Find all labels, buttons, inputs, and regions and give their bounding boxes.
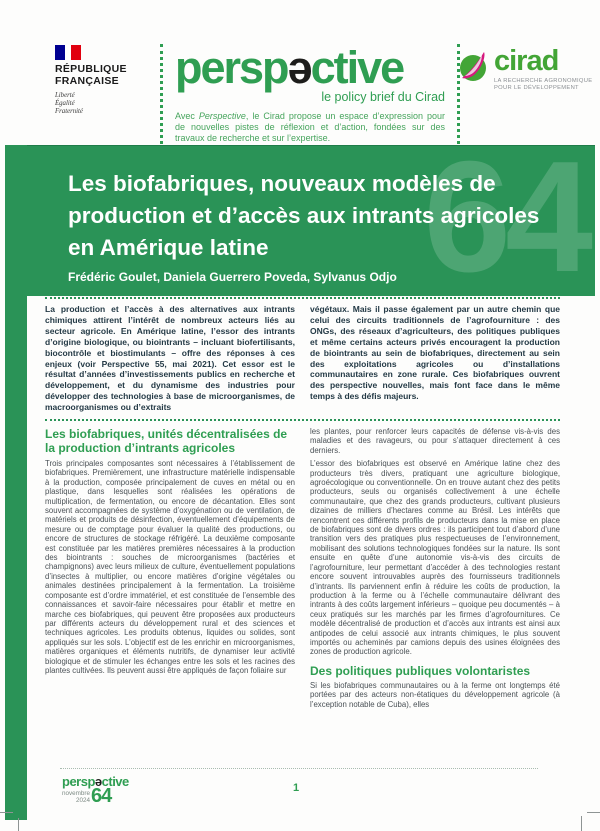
section-title-1: Les biofabriques, unités décentralisées de la production d’intrants agricoles [45, 427, 288, 455]
intro-chapeau [45, 297, 560, 421]
wordmark-pre: persp [175, 42, 288, 93]
authors-line: Frédéric Goulet, Daniela Guerrero Poveda, Sylvanus Odjo [68, 270, 397, 284]
body-paragraph: Si les biofabriques communautaires ou à la ferme ont longtemps été portées par des acteurs non-étatiques du développement agricole (à l’exception notable de Cuba), elles [310, 680, 560, 709]
tagline-italic: Perspective [198, 111, 246, 121]
footer-month: novembre [62, 790, 91, 797]
body-column-2 [310, 427, 560, 713]
tagline-pre: Avec [175, 111, 199, 121]
perspective-wordmark [175, 42, 445, 93]
crop-mark-bottom-left-h [0, 812, 13, 813]
rf-title-line2: FRANÇAISE [55, 74, 119, 87]
document-title [68, 168, 548, 264]
footer-brand-post: ctive [101, 774, 129, 789]
rf-motto-line2: Égalité [55, 100, 75, 107]
body-paragraph: Trois principales composantes sont nécessaires à l’établissement de biofabriques. Premièrement, une infrastructure matérielle indispensable à la production, composée principalement de cuves en métal ou en plastique, dans lesquelles sont réalisées les opérations de multiplication, de fermentation, ou encore de décantation. Elles sont souvent accompagnées de système d’oxygénation ou de ventilation, de matériels et produits de désinfection, éventuellement d’équipements de mesure ou de comptage pour évaluer la qualité des productions, ou encore de structures de stockage réfrigéré. La deuxième composante est constituée par les matières premières nécessaires à la production des biointrants : souches de microorganismes (bactéries et champignons) avec leurs milieux de culture, éventuellement populations d’insectes à multiplier, ou encore matières d’origine végétales ou animales destinées principalement à la fermentation. La troisième composante est d’ordre immatériel, et est constituée de l’ensemble des connaissances et savoir-faire nécessaires pour établir et mettre en marche ces biofabriques, qui peuvent être proposées aux producteurs par différents acteurs du développement rural et des sciences et techniques agricoles. Les produits obtenus, liquides ou solides, sont appliqués sur les sols. L’objectif est de les enrichir en microorganismes, matières organiques et éléments nutritifs, de dynamiser leur activité biologique et de stimuler les échanges entre les sols et les racines des plantes cultivées. Ils peuvent aussi être appliqués de façon foliaire sur [45, 459, 295, 675]
section-title-2: Des politiques publiques volontaristes [310, 663, 531, 678]
tagline-post: , le Cirad propose un espace d’expression pour de nouvelles pistes de réflexion et d’action, fondées sur des travaux de recherche et sur l’expertise. [175, 111, 445, 143]
footer-brand-pre: persp [62, 774, 95, 789]
cirad-leaf-icon [458, 46, 492, 86]
body-paragraph: L’essor des biofabriques est observé en Amérique latine chez des producteurs très divers, pratiquant une agriculture biologique, agroécologique ou conventionnelle. On en trouve autant chez des petits producteurs, seuls ou organisés collectivement à une échelle communautaire, que chez des grands producteurs, cultivant plusieurs dizaines de milliers d’hectares comme au Brésil. Les intérêts que rencontrent ces différents profils de producteurs dans la mise en place de biofabriques sont de divers ordres : ils participent tout d’abord d’une transition vers des pratiques plus respectueuses de l’environnement, mobilisant des solutions technologiques fondées sur la nature. Ils sont ensuite en quête d’une autonomie vis-à-vis des circuits de l’agrofourniture, leur permettant d’accéder à des technologies restant encore souvent introuvables auprès des fournisseurs traditionnels d’intrants. Ils parviennent enfin à réduire les coûts de production, la production à la ferme ou à l’échelle communautaire délivrant des intrants à des coûts largement inférieurs – quoique peu documentés – à ceux pratiqués sur les marchés par les firmes d’agrofournitures. Ce modèle décentralisé de production et d’accès aux intrants est ainsi aux antipodes de celui associé aux intrants chimiques, le plus souvent importés ou acheminés par camions depuis des usines éloignées des zones de production agricole. [310, 459, 560, 657]
masthead-subtitle: le policy brief du Cirad [321, 90, 445, 104]
cirad-logo [458, 46, 593, 92]
cirad-tagline-line1: LA RECHERCHE AGRONOMIQUE [494, 78, 593, 84]
schwa-glyph: ə [287, 42, 311, 93]
perspective-masthead [160, 44, 460, 150]
intro-column-1: La production et l’accès à des alternatives aux intrants chimiques attirent l’intérêt de nombreux acteurs liés au secteur agricole. En Amérique latine, l’essor des intrants d’origine biologique, ou biointrants – incluant biofertilisants, biocontrôle et biostimulants – offre des réponses à ces enjeux (voir Perspective 55, mai 2021). Cet essor est le résultat d’années d’investissements publics en recherche et développement, et du dynamisme des industries pour développer des technologies à base de microorganismes, de macroorganismes ou d’extraits [45, 304, 295, 413]
crop-mark-bottom-right-h [587, 812, 600, 813]
republique-francaise-logo [55, 45, 165, 116]
footer-divider [60, 768, 538, 769]
french-flag-icon [55, 45, 81, 60]
rf-motto-line1: Liberté [55, 92, 75, 99]
cirad-tagline-line2: POUR LE DÉVELOPPEMENT [494, 85, 579, 91]
intro-column-2: végétaux. Mais il passe également par un autre chemin que celui des circuits traditionnels de l’agrofourniture : des ONGs, des réseaux d’agriculteurs, des politiques publiques et même certains acteurs privés encouragent la production de biointrants au sein de biofabriques, directement au sein des exploitations agricoles ou d’installations communautaires en zone rurale. Ces biofabriques ouvrent des perspective nouvelles, mais font face dans le même temps à des défis majeurs. [310, 304, 560, 402]
footer-year: 2024 [76, 797, 91, 804]
title-band [27, 145, 595, 296]
crop-mark-bottom-left-v [18, 818, 19, 831]
title-line2: production et d’accès aux intrants agricoles [68, 203, 540, 228]
body-paragraph: les plantes, pour renforcer leurs capacités de défense vis-à-vis des maladies et des ravageurs, ou pour s’attaquer directement à ces derniers. [310, 427, 560, 455]
cirad-name: cirad [494, 45, 559, 77]
rf-title-line1: RÉPUBLIQUE [55, 63, 127, 75]
footer-issue-number: 64 [91, 785, 112, 807]
page-number: 1 [293, 782, 300, 794]
crop-mark-bottom-right-v [581, 816, 582, 831]
masthead-tagline [175, 111, 445, 144]
title-line1: Les biofabriques, nouveaux modèles de [68, 171, 496, 196]
footer-issue-block [62, 787, 111, 805]
footer-schwa-glyph: ə [94, 774, 102, 789]
left-spine-band [5, 145, 27, 820]
wordmark-post: ctive [310, 42, 404, 93]
issue-number-watermark: 64 [423, 145, 587, 296]
body-column-1 [45, 427, 295, 713]
rf-motto-line3: Fraternité [55, 108, 83, 115]
title-line3: en Amérique latine [68, 235, 269, 260]
article-body [45, 427, 560, 713]
